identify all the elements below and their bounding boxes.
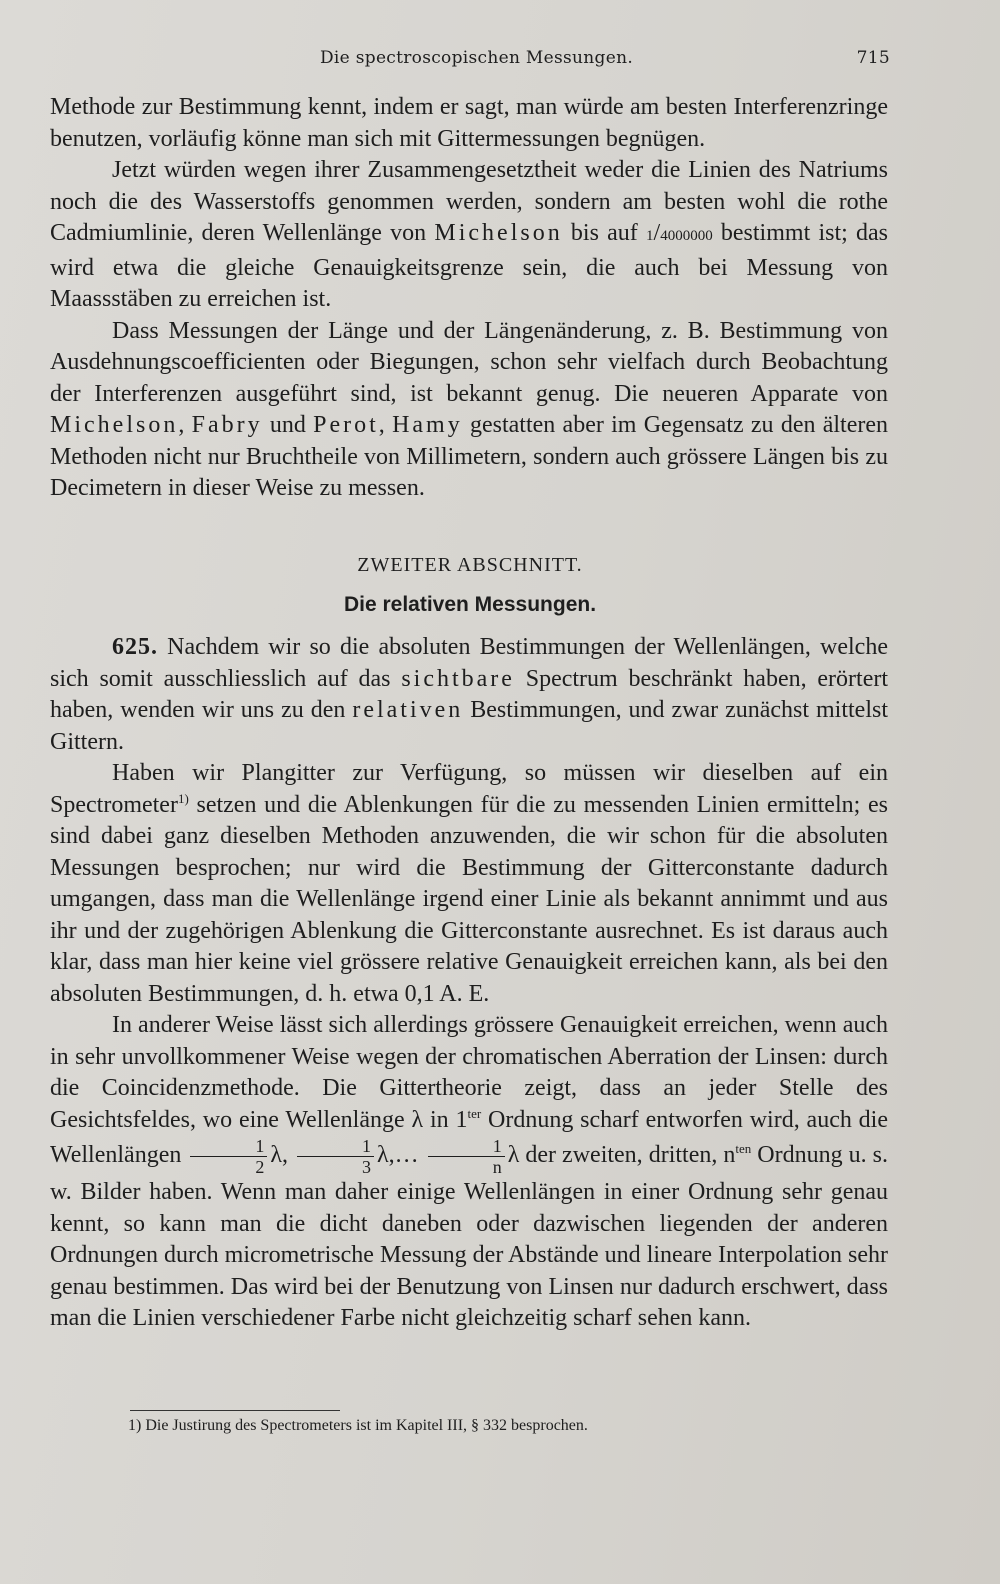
running-title: Die spectroscopischen Messungen. (320, 48, 634, 68)
subsection-title: Die relativen Messungen. (343, 593, 597, 616)
author-name: Perot (313, 412, 379, 438)
paragraph-number: 625. (112, 634, 158, 660)
paragraph: Methode zur Bestimmung kennt, indem er sagt, man würde am besten Interferenzringe benutzen, vorläufig könne man sich mit Gittermessungen begnügen. (50, 94, 888, 152)
author-name: Michelson (50, 412, 179, 438)
fraction: $\frac{1}{n}$ (428, 1136, 505, 1177)
footnote: 1) Die Justirung des Spectrometers ist im Kapitel III, § 332 besprochen. (128, 1417, 588, 1434)
footnote-ref: 1) (177, 790, 189, 806)
author-name: Fabry (191, 412, 263, 438)
author-name: Michelson (434, 220, 563, 246)
paragraph: Dass Messungen der Länge und der Längenänderung, z. B. Bestimmung von Ausdehnungscoefficienten oder Biegungen, schon sehr vielfach durch Beobachtung der Interferenzen ausgeführt sind, ist bekannt genug. Die neueren Apparate von Michelson, Fabry und Perot, Hamy gestatten aber im Gegensatz zu den älteren Methoden nicht nur Bruchtheile von Millimetern, sondern auch grössere Längen bis zu Decimetern in dieser Weise zu messen. (50, 317, 889, 501)
fraction: $\frac{1}{2}$ (190, 1136, 267, 1177)
paragraph: Haben wir Plangitter zur Verfügung, so müssen wir dieselben auf ein Spectrometer$^{1)}$ setzen und die Ablenkungen für die zu messenden Linien ermitteln; es sind dabei ganz dieselben Methoden anzuwenden, die wir schon für die absoluten Messungen besprochen; nur wird die Bestimmung der Gitterconstante dadurch umgangen, dass man die Wellenlänge irgend einer Linie als bekannt annimmt und aus ihr und der zugehörigen Ablenkung die Gitterconstante ausrechnet. Es ist daraus auch klar, dass man hier keine viel grössere relative Genauigkeit erreichen kann, als bei den absoluten Bestimmungen, d. h. etwa 0,1 A. E. (50, 760, 888, 1007)
paragraph: In anderer Weise lässt sich allerdings grössere Genauigkeit erreichen, wenn auch in sehr unvollkommener Weise wegen der chromatischen Aberration der Linsen: durch die Coincidenzmethode. Die Gittertheorie zeigt, dass an jeder Stelle des Gesichtsfeldes, wo eine Wellenlänge λ in $1^{ter}$ Ordnung scharf entworfen wird, auch die Wellenlängen $\frac{1}{2}$ λ, $\frac{1}{3}$ λ,… $\frac{1}{n}$ λ der zweiten, dritten, $n^{ten}$ Ordnung u. s. w. Bilder haben. Wenn man daher einige Wellenlängen in einer Ordnung sehr genau kennt, so kann man die dicht daneben oder dazwischen liegenden der anderen Ordnungen durch micrometrische Messung der Abstände und lineare Interpolation sehr genau bestimmen. Das wird bei der Benutzung von Linsen nur dadurch erschwert, dass man die Linien verschiedener Farbe nicht gleichzeitig scharf sehen kann. (50, 1012, 889, 1331)
text-block-upper (50, 92, 888, 505)
page-number: 715 (856, 48, 890, 68)
author-name: Hamy (392, 412, 463, 438)
fraction-numerator: 1 (646, 228, 654, 244)
emphasis: sichtbare (401, 665, 515, 692)
running-header (320, 48, 890, 68)
paragraph: Jetzt würden wegen ihrer Zusammengesetztheit weder die Linien des Natriums noch die des Wasserstoffs genommen werden, sondern am besten wohl die rothe Cadmiumlinie, deren Wellenlänge von Michelson bis auf 1/4000000 bestimmt ist; das wird etwa die gleiche Genauigkeitsgrenze sein, die auch bei Messung von Maassstäben zu erreichen ist. (50, 157, 888, 312)
fraction: $\frac{1}{3}$ (297, 1136, 374, 1177)
paragraph: 625. Nachdem wir so die absoluten Bestimmungen der Wellenlängen, welche sich somit ausschliesslich auf das sichtbare Spectrum beschränkt haben, erörtert haben, wenden wir uns zu den relativen Bestimmungen, und zwar zunächst mittelst Gittern. (50, 634, 889, 755)
footnote-rule (130, 1410, 340, 1411)
fraction-denominator: 4000000 (660, 228, 713, 244)
section-title: ZWEITER ABSCHNITT. (357, 554, 583, 576)
emphasis: relativen (352, 697, 464, 723)
text-block-lower (50, 632, 888, 1335)
